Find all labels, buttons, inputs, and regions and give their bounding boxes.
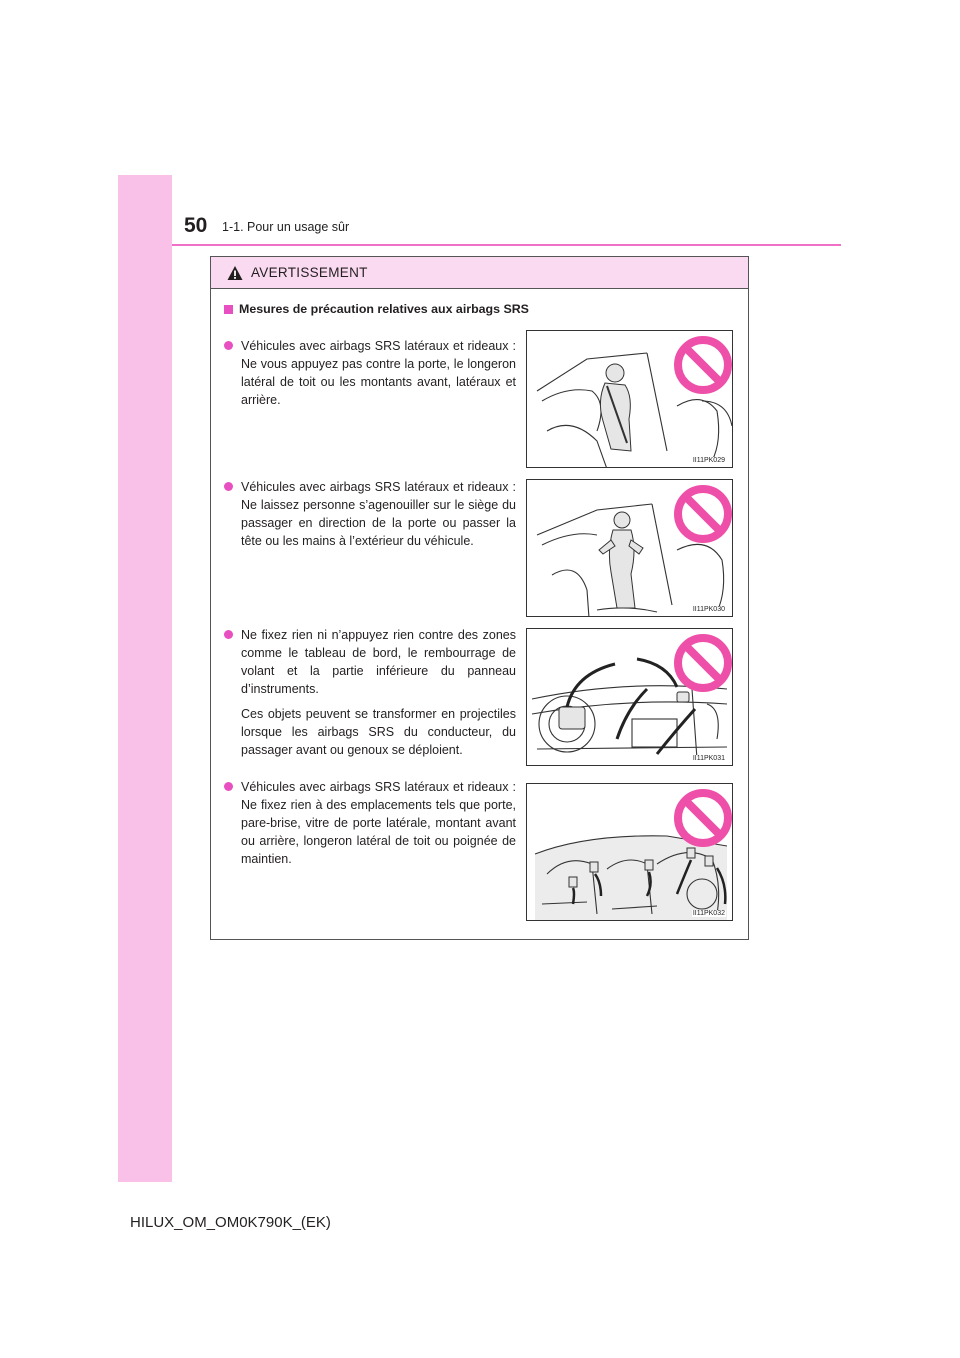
illustration-kneeling-passenger: [527, 480, 733, 617]
figure-code: II11PK029: [692, 457, 725, 464]
item-text: Véhicules avec airbags SRS latéraux et rideaux : Ne laissez personne s’agenouiller sur le siège du passager en direction de la porte ou passer la tête ou les mains à l’extérieur du véhicule.: [241, 480, 516, 548]
square-bullet-icon: [224, 305, 233, 314]
list-item: [224, 337, 516, 409]
document-id: HILUX_OM_OM0K790K_(EK): [130, 1214, 331, 1231]
round-bullet-icon: [224, 482, 233, 491]
warning-box: [210, 256, 749, 940]
page-number: 50: [184, 214, 208, 237]
prohibition-icon: [678, 638, 728, 688]
item-text: Véhicules avec airbags SRS latéraux et rideaux : Ne vous appuyez pas contre la porte, le longeron latéral de toit ou les montants avant, latéraux et arrière.: [241, 339, 516, 407]
round-bullet-icon: [224, 341, 233, 350]
warning-triangle-icon: [227, 265, 243, 281]
item-text-continued: Ces objets peuvent se transformer en projectiles lorsque les airbags SRS du conducteur, du passager avant ou genoux se déploient.: [241, 707, 516, 757]
round-bullet-icon: [224, 782, 233, 791]
figure-code: II11PK032: [692, 910, 725, 917]
chapter-side-tab: [118, 175, 172, 1182]
warning-title: AVERTISSEMENT: [251, 265, 368, 280]
figure-cabin-attachments: [526, 783, 733, 921]
item-text: Ne fixez rien ni n’appuyez rien contre des zones comme le tableau de bord, le rembourrage de volant et la partie inférieure du panneau d’instruments.: [241, 628, 516, 696]
section-title: 1-1. Pour un usage sûr: [222, 220, 350, 234]
prohibition-icon: [678, 489, 728, 539]
illustration-leaning-occupant: [527, 331, 733, 468]
subheading-text: Mesures de précaution relatives aux airbags SRS: [239, 302, 529, 316]
item-text: Véhicules avec airbags SRS latéraux et rideaux : Ne fixez rien à des emplacements tels que porte, pare-brise, vitre de porte latérale, montant avant ou arrière, longeron latéral de toit ou poignée de maintien.: [241, 780, 516, 866]
illustration-dashboard-objects: [527, 629, 733, 766]
figure-code: II11PK030: [692, 606, 725, 613]
warning-subheading: [224, 302, 529, 316]
prohibition-icon: [678, 340, 728, 390]
figure-code: II11PK031: [692, 755, 725, 762]
prohibition-icon: [678, 793, 728, 843]
list-item: [224, 478, 516, 550]
header-rule: [172, 244, 841, 246]
list-item: [224, 778, 516, 868]
illustration-cabin-attachments: [527, 784, 733, 921]
round-bullet-icon: [224, 630, 233, 639]
figure-leaning-occupant: [526, 330, 733, 468]
list-item: [224, 626, 516, 759]
figure-dashboard-objects: [526, 628, 733, 766]
warning-header: [211, 257, 748, 289]
figure-kneeling-passenger: [526, 479, 733, 617]
